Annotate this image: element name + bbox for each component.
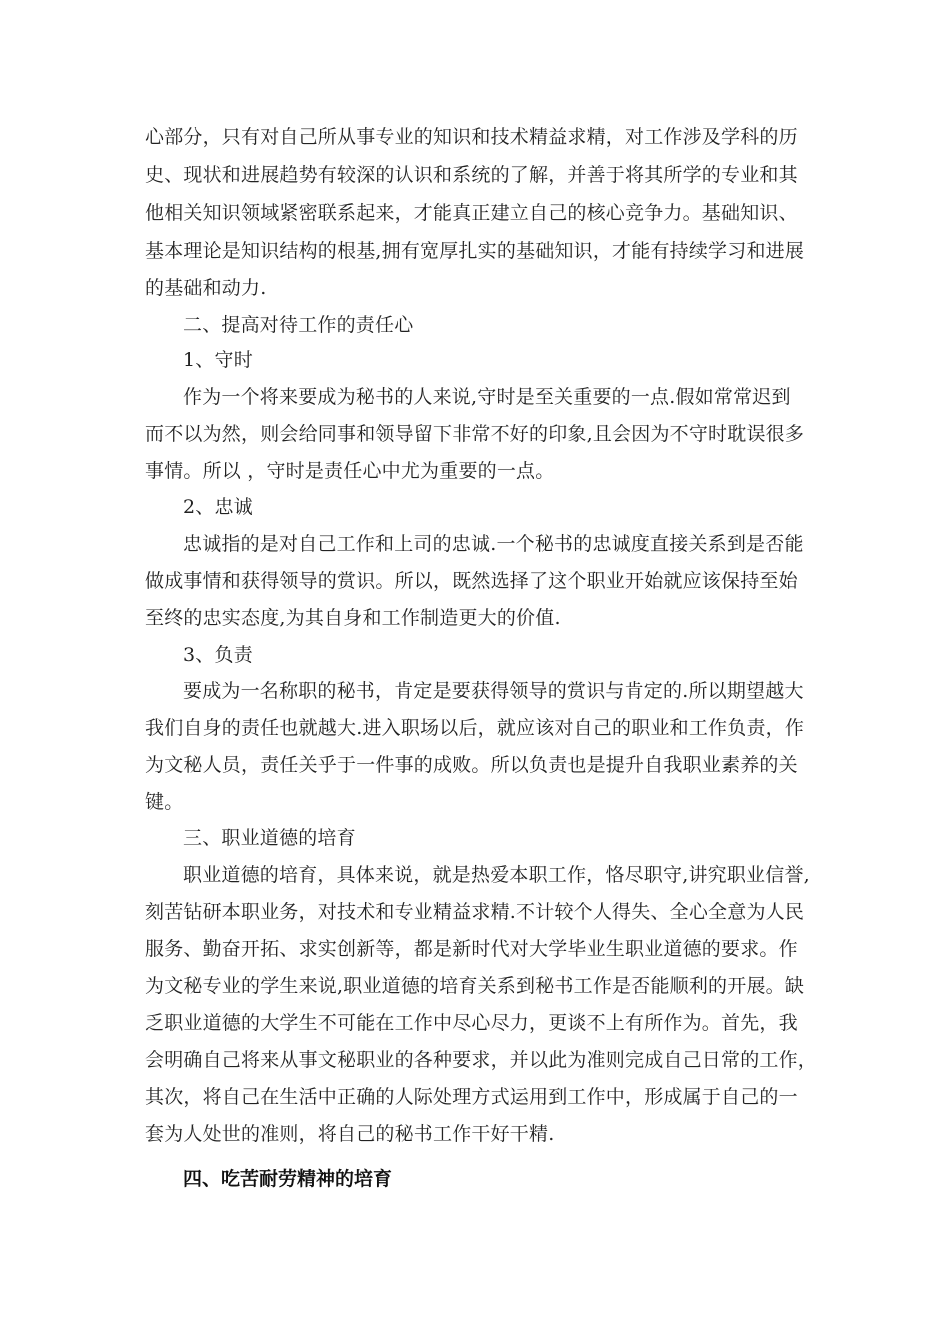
paragraph-line: 要成为一名称职的秘书，肯定是要获得领导的赏识与肯定的.所以期望越大	[183, 680, 804, 702]
paragraph-line: 作为一个将来要成为秘书的人来说,守时是至关重要的一点.假如常常迟到	[183, 386, 791, 408]
paragraph-line: 职业道德的培育，具体来说，就是热爱本职工作，恪尽职守,讲究职业信誉,	[183, 864, 810, 886]
paragraph-line: 忠诚指的是对自己工作和上司的忠诚.一个秘书的忠诚度直接关系到是否能	[183, 533, 804, 555]
paragraph-line: 做成事情和获得领导的赏识。所以，既然选择了这个职业开始就应该保持至始	[145, 570, 798, 592]
paragraph-line: 其次，将自己在生活中正确的人际处理方式运用到工作中，形成属于自己的一	[145, 1086, 798, 1108]
section-heading-4: 四、吃苦耐劳精神的培育	[183, 1168, 393, 1190]
paragraph-line: 刻苦钻研本职业务，对技术和专业精益求精.不计较个人得失、全心全意为人民	[145, 901, 805, 923]
subheading-punctuality: 1、守时	[183, 349, 253, 371]
paragraph-line: 而不以为然，则会给同事和领导留下非常不好的印象,且会因为不守时耽误很多	[145, 423, 805, 445]
paragraph-line: 键。	[145, 791, 184, 813]
paragraph-line: 他相关知识领域紧密联系起来，才能真正建立自己的核心竞争力。基础知识、	[145, 202, 798, 224]
subheading-responsibility: 3、负责	[183, 644, 253, 666]
paragraph-line: 会明确自己将来从事文秘职业的各种要求，并以此为准则完成自己日常的工作，	[145, 1049, 818, 1071]
paragraph-line: 的基础和动力.	[145, 277, 267, 299]
section-heading-3: 三、职业道德的培育	[183, 827, 356, 849]
paragraph-line: 服务、勤奋开拓、求实创新等，都是新时代对大学毕业生职业道德的要求。作	[145, 938, 798, 960]
paragraph-line: 我们自身的责任也就越大.进入职场以后，就应该对自己的职业和工作负责，作	[145, 717, 805, 739]
paragraph-line: 心部分，只有对自己所从事专业的知识和技术精益求精，对工作涉及学科的历	[145, 126, 798, 148]
paragraph-line: 史、现状和进展趋势有较深的认识和系统的了解，并善于将其所学的专业和其	[145, 164, 798, 186]
paragraph-line: 套为人处世的准则，将自己的秘书工作干好干精.	[145, 1123, 555, 1145]
paragraph-line: 基本理论是知识结构的根基,拥有宽厚扎实的基础知识，才能有持续学习和进展	[145, 240, 805, 262]
paragraph-line: 为文秘专业的学生来说,职业道德的培育关系到秘书工作是否能顺利的开展。缺	[145, 975, 805, 997]
section-heading-2: 二、提高对待工作的责任心	[183, 314, 414, 336]
paragraph-line: 事情。所以 ，守时是责任心中尤为重要的一点。	[145, 460, 555, 482]
paragraph-line: 乏职业道德的大学生不可能在工作中尽心尽力，更谈不上有所作为。首先，我	[145, 1012, 798, 1034]
paragraph-line: 至终的忠实态度,为其自身和工作制造更大的价值.	[145, 607, 561, 629]
paragraph-line: 为文秘人员，责任关乎于一件事的成败。所以负责也是提升自我职业素养的关	[145, 754, 798, 776]
subheading-loyalty: 2、忠诚	[183, 496, 253, 518]
